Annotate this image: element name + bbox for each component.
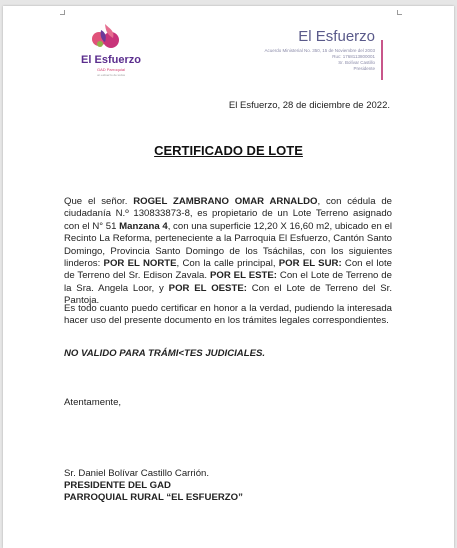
document-page [3, 6, 454, 548]
document-title: CERTIFICADO DE LOTE [154, 143, 303, 158]
institution-line: Sr. Bolívar Castillo [338, 60, 375, 65]
manzana: Manzana 4 [119, 220, 168, 232]
certificate-paragraph: Que el señor. ROGEL ZAMBRANO OMAR ARNALDO, con cédula de ciudadanía N.º 130833873-8, es propietario de un Lote Terreno asignado con el N° 51 Manzana 4, con una superficie 12,20 X 16,60 m2, ubicado en el Recinto La Reforma, perteneciente a la Parroquia El Esfuerzo, Cantón Santo Domingo, Provincia Santo Domingo de los Tsáchilas, con los siguientes linderos: POR EL NORTE, Con la calle principal, POR EL SUR: Con el lote de Terreno del Sr. Edison Zavala. POR EL ESTE: Con el Lote de Terreno de la Sra. Angela Loor, y POR EL OESTE: Con el Lote de Terreno del Sr. Pantoja. [64, 196, 393, 307]
logo-subtitle: GAD Parroquial [96, 67, 125, 72]
boundary-south: POR EL SUR: [278, 258, 342, 270]
flame-icon [91, 20, 121, 52]
institution-line: Ruc: 1768113800001 [332, 54, 375, 59]
owner-name: ROGEL ZAMBRANO OMAR ARNALDO [133, 196, 318, 207]
institution-line: Presidente [353, 66, 375, 71]
certification-statement: Es todo cuanto puedo certificar en honor a la verdad, pudiendo la interesada hacer uso del presente documento en los trámites legales correspondientes. [64, 303, 392, 327]
gad-logo [61, 20, 153, 82]
signature-block [64, 468, 243, 505]
institution-name: El Esfuerzo [298, 28, 375, 45]
logo-tagline: un esfuerzo de todos [96, 73, 126, 77]
closing-salutation: Atentamente, [64, 397, 122, 408]
crop-mark [60, 10, 65, 15]
boundary-north: POR EL NORTE [103, 258, 177, 270]
boundary-west: POR EL OESTE: [168, 282, 247, 294]
crop-mark [397, 10, 402, 15]
logo-name: El Esfuerzo [81, 54, 141, 66]
accent-bar [381, 40, 383, 80]
signer-organization: PARROQUIAL RURAL “EL ESFUERZO” [64, 492, 243, 504]
boundary-east: POR EL ESTE: [209, 270, 277, 282]
document-date: El Esfuerzo, 28 de diciembre de 2022. [228, 100, 390, 111]
validity-notice: NO VALIDO PARA TRÁMI<TES JUDICIALES. [64, 348, 266, 359]
signer-name: Sr. Daniel Bolívar Castillo Carrión. [64, 468, 210, 479]
institution-line: Acuerdo Ministerial No. 350, 15 de Noviembre del 2003 [264, 48, 375, 53]
signer-role: PRESIDENTE DEL GAD [64, 480, 171, 492]
